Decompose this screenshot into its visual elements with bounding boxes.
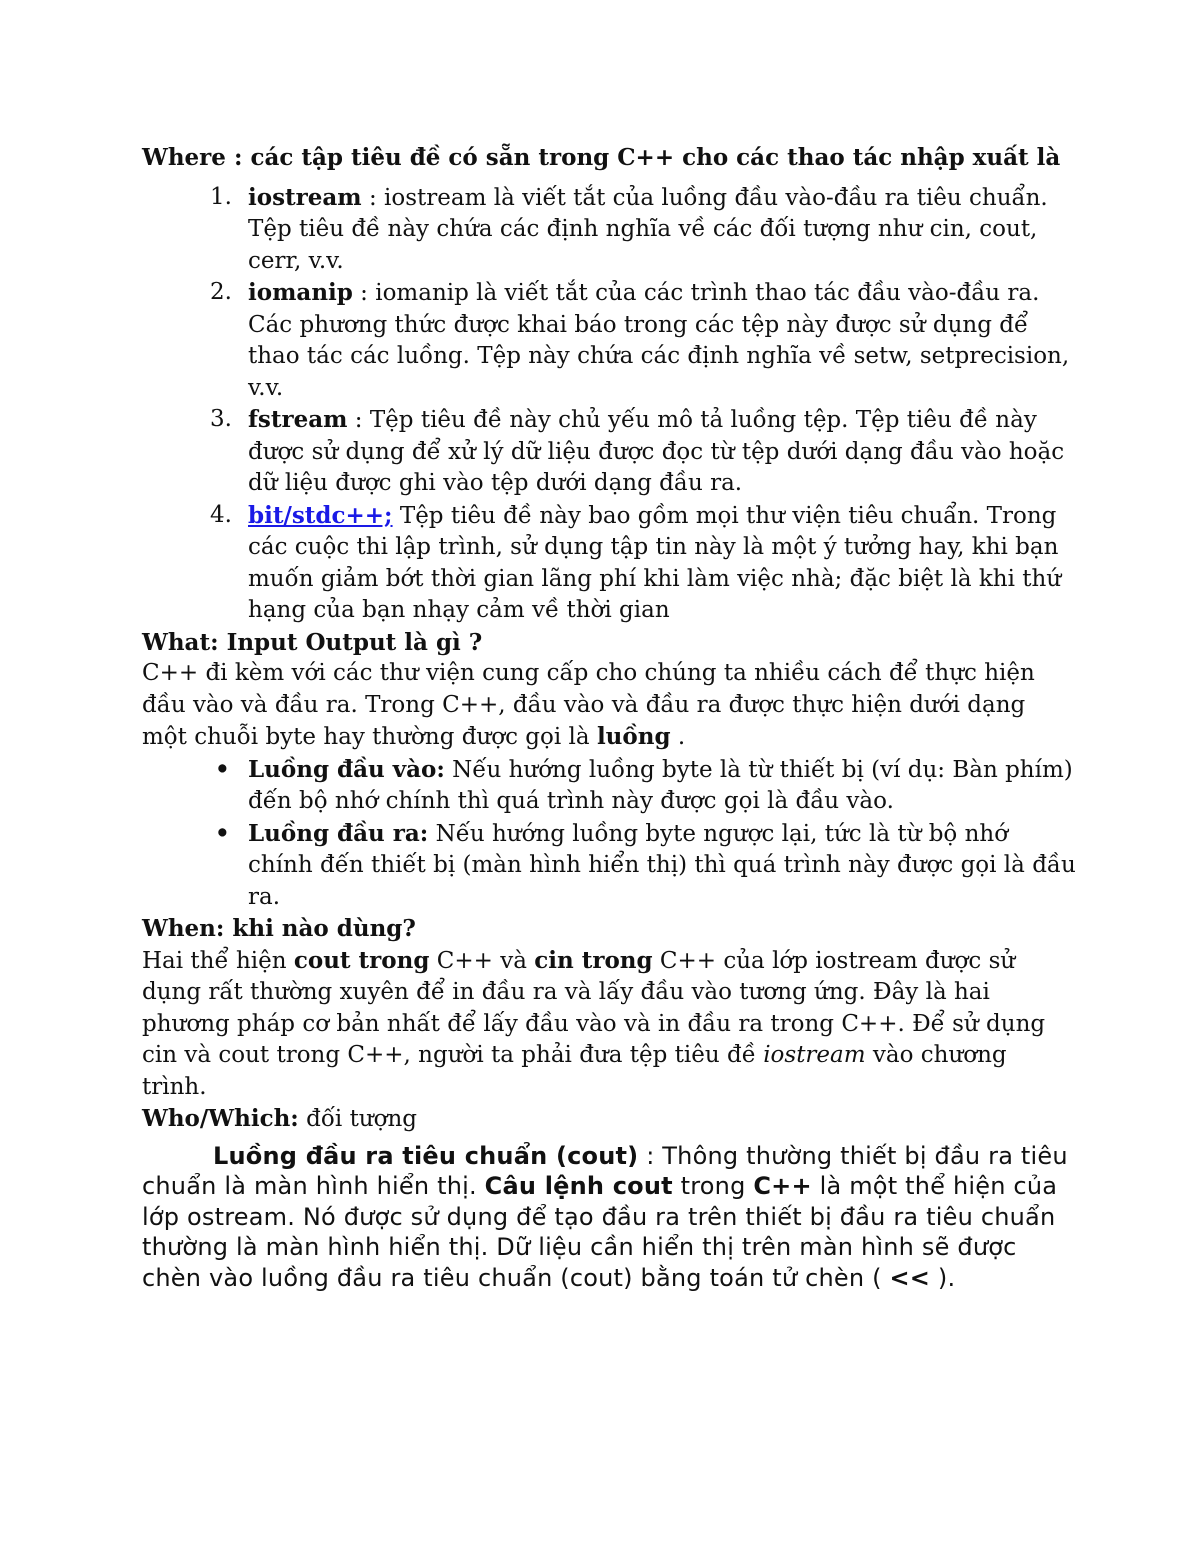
cout-statement-term: Câu lệnh cout: [484, 1172, 673, 1200]
what-heading: What: Input Output là gì ?: [142, 628, 483, 656]
bits-stdc-link[interactable]: bit/stdc++;: [248, 501, 393, 529]
what-text: C++ đi kèm với các thư viện cung cấp cho chúng ta nhiều cách để thực hiện đầu vào và đầu ra. Trong C++, đầu vào và đầu ra được thực hiện dưới dạng một chuỗi byte hay thường được gọi là: [142, 660, 1035, 750]
list-item-iostream: [142, 182, 1077, 278]
document-body: [142, 142, 1077, 1293]
list-number: 4.: [210, 501, 232, 528]
what-text-end: .: [670, 724, 686, 750]
cout-stream-term: Luồng đầu ra tiêu chuẩn (cout): [213, 1141, 639, 1170]
list-item-bits-stdc: [142, 500, 1077, 627]
stream-term: luồng: [596, 723, 671, 750]
when-text: C++ của lớp iostream được sử dụng rất thường xuyên để in đầu ra và lấy đầu vào tương ứng. Đây là hai phương pháp cơ bản nhất để lấy đầu vào và in đầu ra trong C++. Để sử dụng cin và cout trong C++, người ta phải đưa tệp tiêu đề: [142, 947, 1046, 1068]
list-number: 2.: [210, 279, 232, 305]
header-files-list: [142, 182, 1077, 627]
item-text: : iostream là viết tắt của luồng đầu vào-đầu ra tiêu chuẩn. Tệp tiêu đề này chứa các định nghĩa về các đối tượng như cin, cout, cerr, v.v.: [248, 184, 1048, 274]
item-text: : Tệp tiêu đề này chủ yếu mô tả luồng tệp. Tệp tiêu đề này được sử dụng để xử lý dữ liệu được đọc từ tệp dưới dạng đầu vào hoặc dữ liệu được ghi vào tệp dưới dạng đầu ra.: [248, 407, 1065, 496]
cout-term: cout trong: [293, 946, 430, 974]
item-text: Tệp tiêu đề này bao gồm mọi thư viện tiêu chuẩn. Trong các cuộc thi lập trình, sử dụng tập tin này là một ý tưởng hay, khi bạn muốn giảm bớt thời gian lãng phí khi làm việc nhà; đặc biệt là khi thứ hạng của bạn nhạy cảm về thời gian: [248, 502, 1062, 623]
who-text: : Thông thường thiết bị đầu ra tiêu chuẩn là màn hình hiển thị.: [142, 1141, 1068, 1200]
bullet-icon: •: [215, 819, 230, 847]
who-heading-label: Who/Which:: [142, 1105, 299, 1132]
bullet-text: Nếu hướng luồng byte ngược lại, tức là từ bộ nhớ chính đến thiết bị (màn hình hiển thị) thì quá trình này được gọi là đầu ra.: [248, 820, 1076, 910]
who-text: trong: [672, 1172, 754, 1200]
bullet-icon: •: [215, 755, 230, 783]
who-heading-rest: đối tượng: [298, 1106, 418, 1132]
item-text: : iomanip là viết tắt của các trình thao tác đầu vào-đầu ra. Các phương thức được khai báo trong các tệp này được sử dụng để thao tác các luồng. Tệp này chứa các định nghĩa về setw, setprecision, v.v.: [248, 280, 1070, 401]
list-item-fstream: [142, 404, 1077, 500]
bullet-item-input: [142, 754, 1077, 818]
term-iomanip: iomanip: [248, 279, 353, 306]
term-input-stream: Luồng đầu vào:: [248, 755, 445, 783]
who-text: là một thể hiện của lớp ostream. Nó được sử dụng để tạo đầu ra trên thiết bị đầu ra tiêu chuẩn thường là màn hình hiển thị. Dữ liệu cần hiển thị trên màn hình sẽ được chèn vào luồng đầu ra tiêu chuẩn (cout) bằng toán tử chèn (: [142, 1172, 1058, 1292]
where-heading: Where : các tập tiêu đề có sẵn trong C++ cho các thao tác nhập xuất là: [142, 144, 1061, 171]
what-paragraph: [142, 658, 1077, 754]
bullet-text: Nếu hướng luồng byte là từ thiết bị (ví dụ: Bàn phím) đến bộ nhớ chính thì quá trình này được gọi là đầu vào.: [248, 756, 1073, 814]
cpp-term: C++: [753, 1172, 812, 1200]
when-heading: When: khi nào dùng?: [142, 915, 416, 942]
when-text: vào chương trình.: [142, 1042, 1007, 1100]
list-number: 3.: [210, 406, 232, 432]
term-fstream: fstream: [248, 406, 348, 433]
list-number: 1.: [210, 183, 232, 210]
bullet-item-output: [142, 818, 1077, 914]
insertion-operator: <<: [889, 1263, 931, 1292]
term-iostream: iostream: [248, 183, 362, 211]
stream-bullet-list: [142, 754, 1077, 914]
when-text: Hai thể hiện: [142, 947, 294, 974]
when-text: C++ và: [429, 947, 535, 974]
cin-term: cin trong: [534, 946, 653, 974]
who-text: ).: [930, 1263, 956, 1292]
list-item-iomanip: [142, 277, 1077, 404]
when-paragraph: [142, 945, 1077, 1104]
iostream-italic: iostream: [763, 1042, 866, 1068]
term-output-stream: Luồng đầu ra:: [248, 819, 429, 847]
who-heading: [142, 1103, 1077, 1136]
who-paragraph: [142, 1141, 1077, 1294]
